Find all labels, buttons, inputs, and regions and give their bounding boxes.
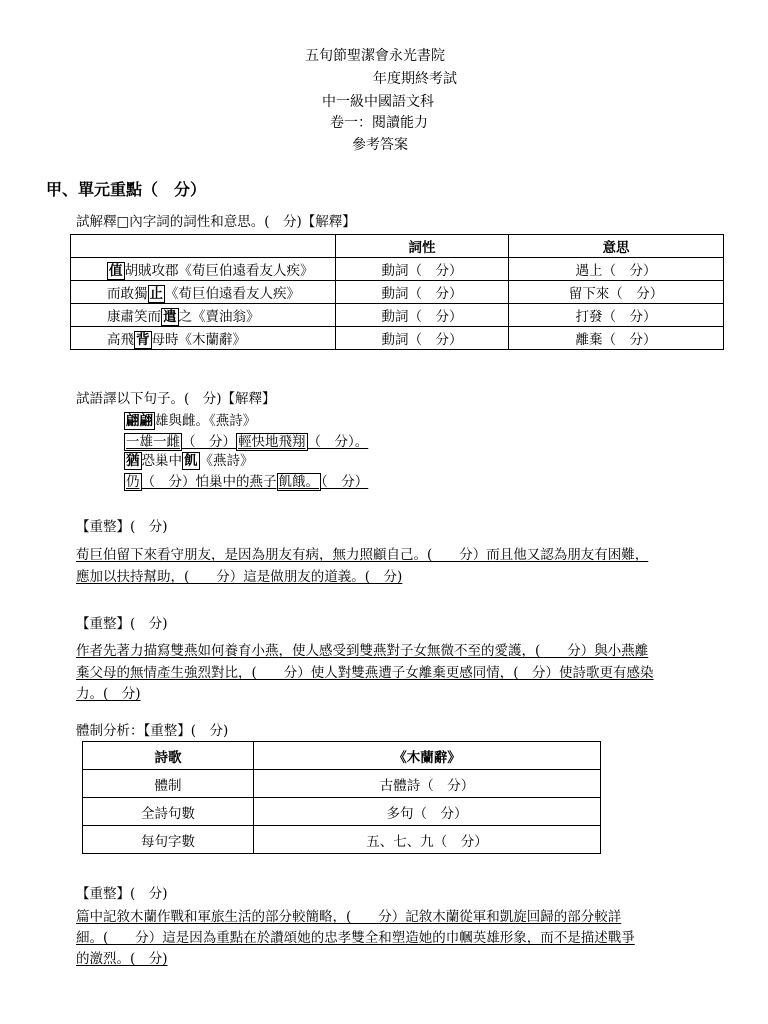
- translation-text: （ 分）怕巢中的燕子: [141, 474, 277, 490]
- sentence-pre: 而敢獨: [107, 286, 148, 302]
- sentence-text: 雄與雌。《燕詩》: [155, 413, 257, 429]
- meaning-cell: 留下來（ 分）: [509, 281, 724, 304]
- zz1-answer-line: 荀巨伯留下來看守朋友，是因為朋友有病，無力照顧自己。( 分）而且他又認為朋友有困難，: [76, 547, 649, 563]
- translation-part: 飢餓。: [278, 474, 319, 490]
- sentence-post: 《荀巨伯遠看友人疾》: [165, 286, 300, 302]
- sentence-pre: 高飛: [107, 332, 134, 348]
- table-header-cell: 詩歌: [83, 742, 254, 770]
- row-label: 全詩句數: [83, 798, 254, 826]
- key-word: 背: [136, 332, 150, 348]
- q2-line3: [124, 449, 254, 469]
- table-row: [71, 258, 724, 281]
- answer-title: 參考答案: [352, 137, 408, 153]
- school-name: 五旬節聖潔會永光書院: [305, 48, 445, 64]
- key-word: 值: [109, 263, 123, 279]
- meaning-cell: 打發（ 分）: [509, 304, 724, 327]
- paper-title: 卷一：閱讀能力: [330, 115, 428, 131]
- key-word: 止: [149, 286, 163, 302]
- pos-cell: 動詞（ 分）: [336, 258, 509, 281]
- zz1-answer-line: 應加以扶持幫助，( 分）這是做朋友的道義。( 分): [76, 569, 403, 585]
- section-a-title: 甲、單元重點（ 分）: [46, 180, 207, 199]
- row-label: 體制: [83, 770, 254, 798]
- sentence-cell: [71, 304, 336, 327]
- table-header-cell: 《木蘭辭》: [254, 742, 601, 770]
- row-value: 多句（ 分）: [254, 798, 601, 826]
- table-header-row: [71, 235, 724, 258]
- row-value: 五、七、九（ 分）: [254, 826, 601, 854]
- sentence-cell: [71, 281, 336, 304]
- table-header-cell: 意思: [509, 235, 724, 258]
- table-row: [83, 798, 601, 826]
- zz2-label: 【重整】( 分): [76, 616, 168, 632]
- q1-prompt: 試解釋□內字詞的詞性和意思。( 分)【解釋】: [76, 214, 356, 230]
- zz3-answer-line: 篇中記敘木蘭作戰和軍旅生活的部分較簡略，( 分）記敘木蘭從軍和凱旋回歸的部分較詳: [76, 909, 622, 925]
- table-row: [71, 304, 724, 327]
- table-row: [83, 770, 601, 798]
- q2-line2: [124, 430, 368, 450]
- row-value: 古體詩（ 分）: [254, 770, 601, 798]
- zz1-label: 【重整】( 分): [76, 519, 168, 535]
- sentence-cell: [71, 258, 336, 281]
- zz2-answer-line: 力。( 分): [76, 686, 141, 702]
- sentence-post: 之《賣油翁》: [178, 309, 260, 325]
- pos-cell: 動詞（ 分）: [336, 327, 509, 350]
- translation-part: 仍: [126, 474, 140, 490]
- grade-subject: 中一級中國語文科: [322, 94, 434, 110]
- table-row: [83, 826, 601, 854]
- sentence-text: 《燕詩》: [199, 453, 254, 469]
- zz2-answer-line: 作者先著力描寫雙燕如何養育小燕，使人感受到雙燕對子女無微不至的愛護，( 分）與小燕離: [76, 643, 649, 659]
- pos-cell: 動詞（ 分）: [336, 304, 509, 327]
- q2-line1: [124, 409, 256, 429]
- meaning-cell: 離棄（ 分）: [509, 327, 724, 350]
- pos-cell: 動詞（ 分）: [336, 281, 509, 304]
- translation-part: 一雄一雌: [126, 434, 180, 450]
- form-analysis-label: 體制分析：【重整】( 分): [76, 723, 229, 739]
- table-header-cell: 詞性: [336, 235, 509, 258]
- q2-line4: [124, 470, 368, 490]
- translation-part: 輕快地飛翔: [238, 434, 306, 450]
- mark-text: （ 分）。: [307, 434, 369, 450]
- table-row: [71, 327, 724, 350]
- mark-text: （ 分）: [182, 434, 236, 450]
- zz3-answer-line: 細。( 分）這是因為重點在於讚頌她的忠孝雙全和塑造她的巾幗英雄形象，而不是描述戰爭: [76, 930, 635, 946]
- table-header-cell: [71, 235, 336, 258]
- key-word: 遣: [163, 309, 177, 325]
- mark-text: （ 分）: [321, 474, 369, 490]
- key-word: 翩翩: [126, 413, 153, 429]
- zz3-label: 【重整】( 分): [76, 886, 168, 902]
- exam-title: 年度期終考試: [373, 71, 457, 87]
- sentence-cell: [71, 327, 336, 350]
- row-label: 每句字數: [83, 826, 254, 854]
- q2-prompt: 試語譯以下句子。( 分)【解釋】: [76, 391, 276, 407]
- table-header-row: [83, 742, 601, 770]
- sentence-pre: 康肅笑而: [107, 309, 161, 325]
- zz2-answer-line: 棄父母的無情產生強烈對比，( 分）使人對雙燕遭子女離棄更感同情，( 分）使詩歌更有感染: [76, 665, 654, 681]
- table-row: [71, 281, 724, 304]
- sentence-text: 恐巢中: [141, 453, 182, 469]
- zz3-answer-line: 的激烈。( 分): [76, 951, 168, 967]
- key-word: 猶: [126, 453, 140, 469]
- meaning-cell: 遇上（ 分）: [509, 258, 724, 281]
- form-table: [82, 741, 601, 854]
- sentence-post: 胡賊攻郡《荀巨伯遠看友人疾》: [124, 263, 314, 279]
- sentence-post: 母時《木蘭辭》: [151, 332, 246, 348]
- key-word: 飢: [184, 453, 198, 469]
- word-class-table: [70, 234, 724, 350]
